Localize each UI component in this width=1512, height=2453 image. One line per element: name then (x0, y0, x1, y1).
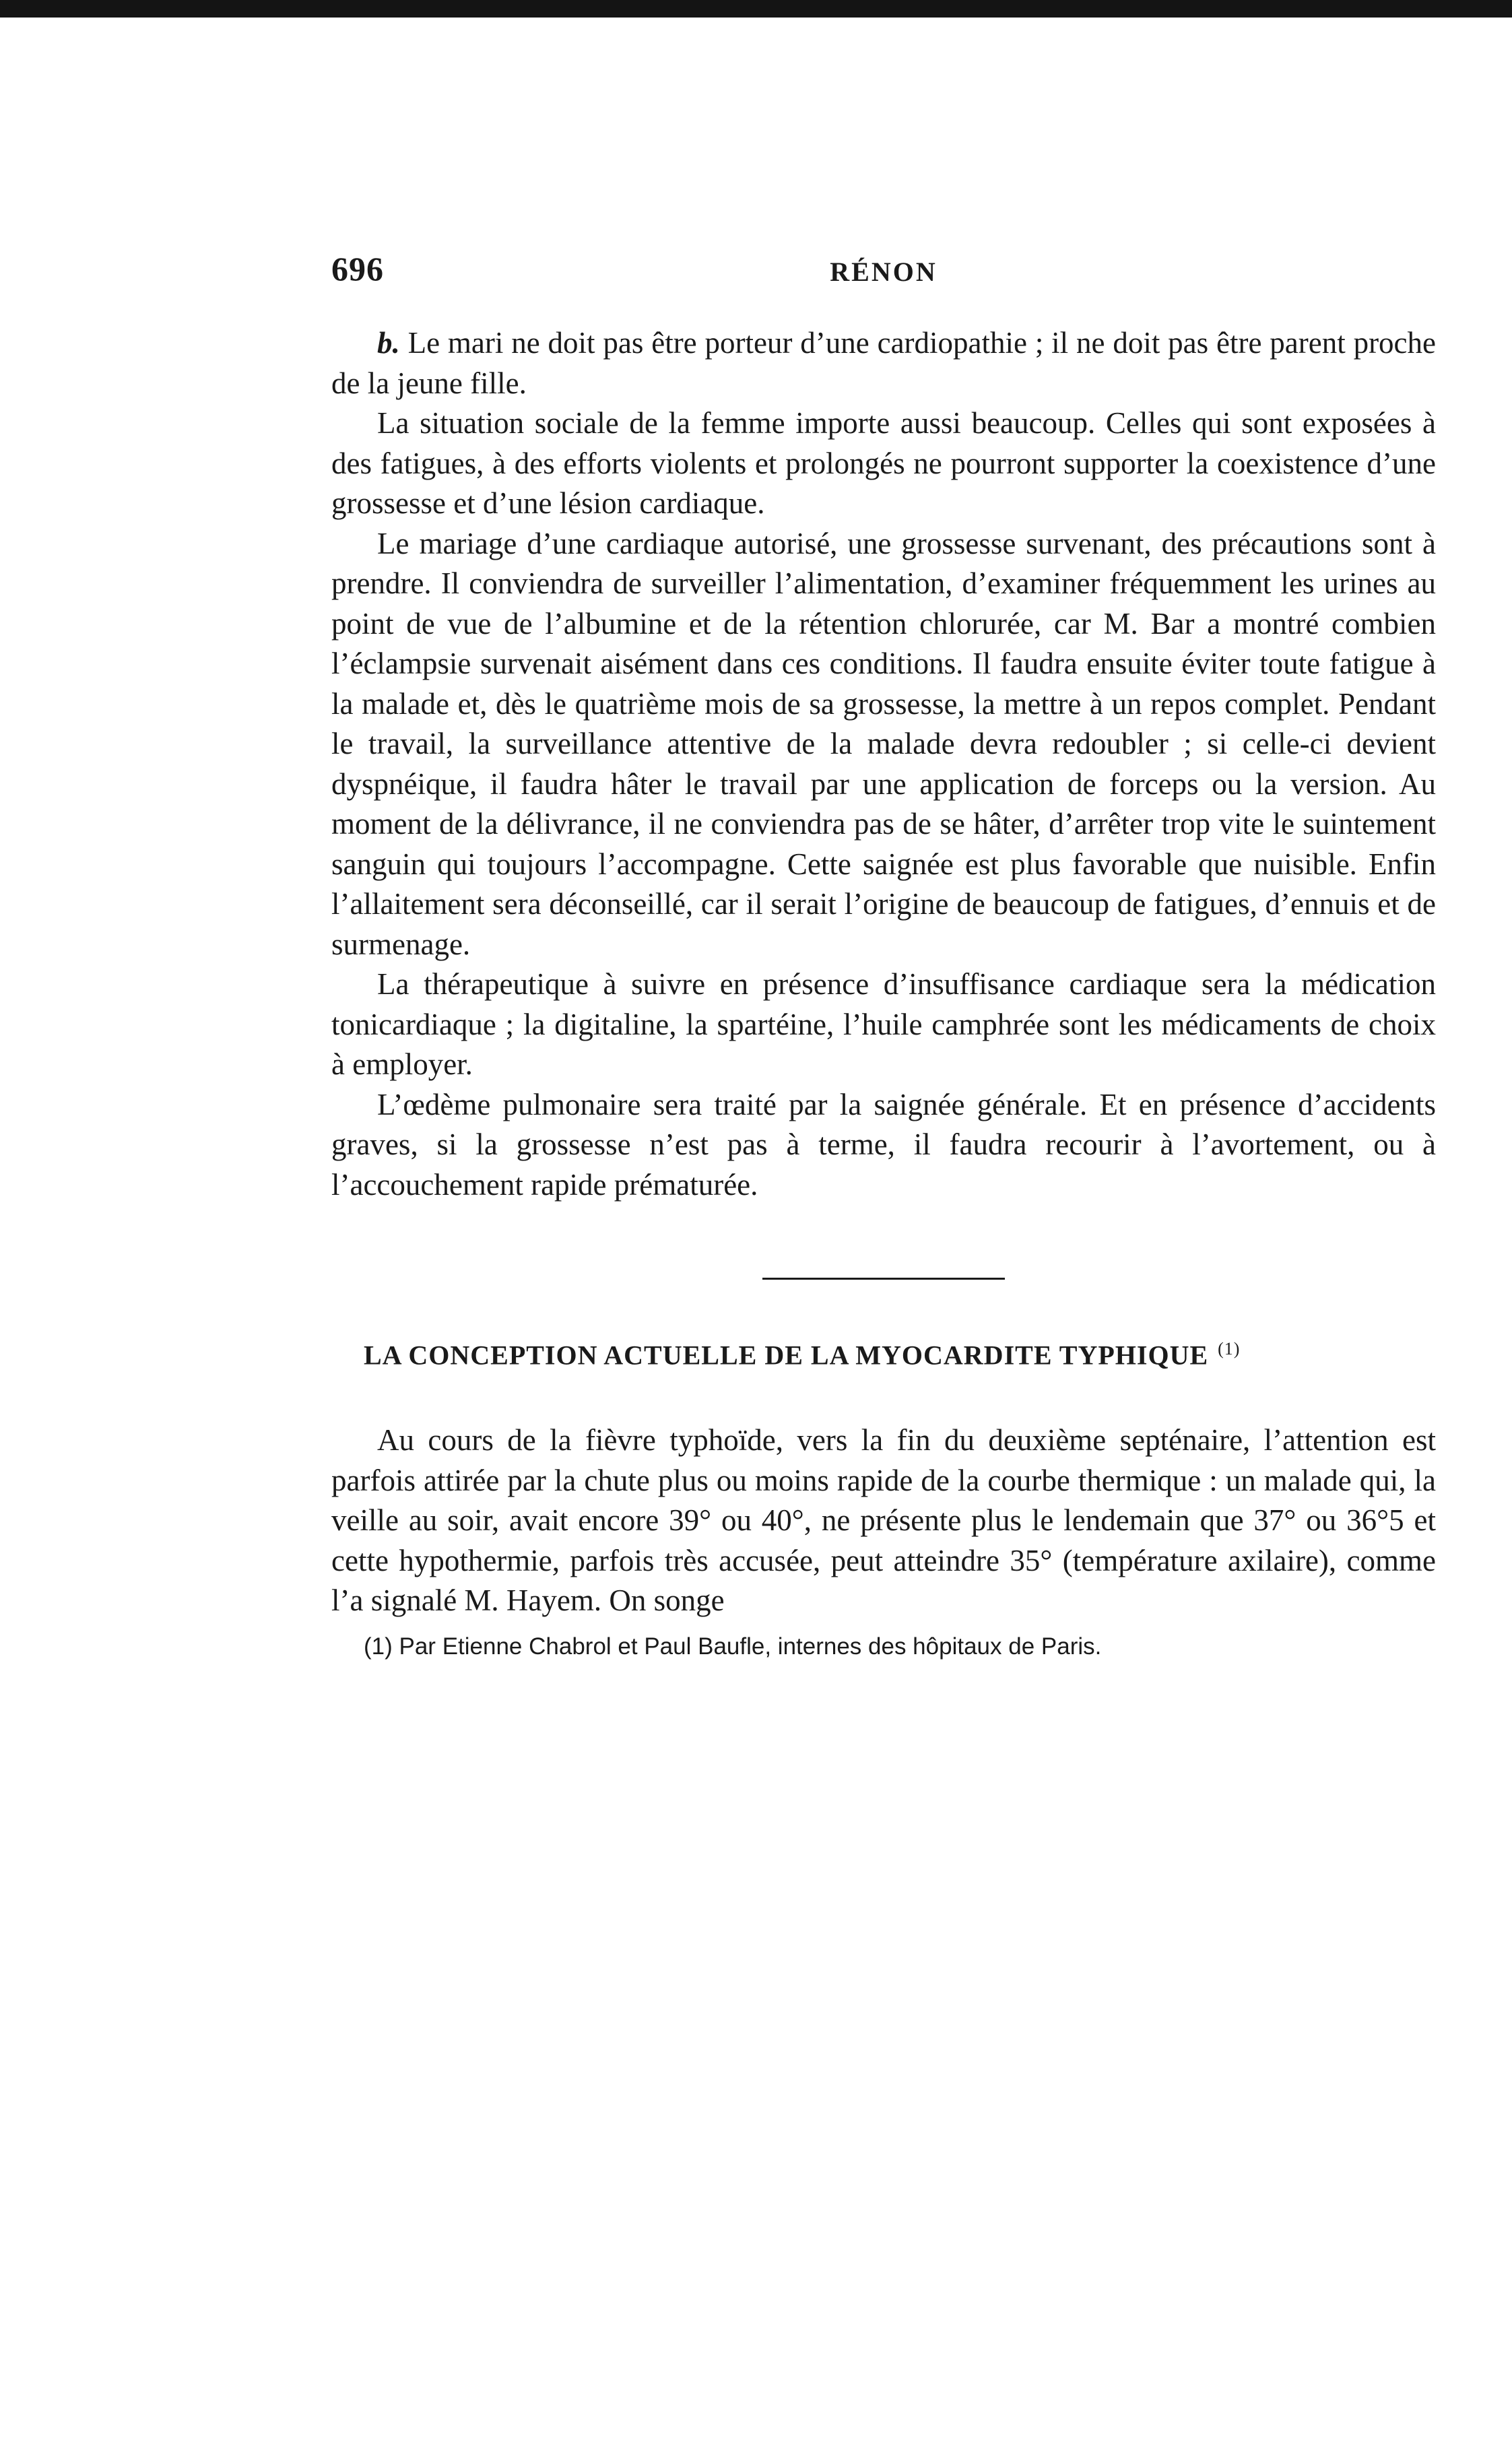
footnote-reference: (1) (1218, 1339, 1241, 1359)
running-header (331, 249, 1436, 296)
paragraph-text: Le mari ne doit pas être porteur d’une cardiopathie ; il ne doit pas être parent proche de la jeune fille. (331, 326, 1437, 400)
paragraph (331, 323, 1436, 403)
section-heading (331, 1339, 1436, 1371)
paragraph: Le mariage d’une cardiaque autorisé, une grossesse survenant, des précautions sont à prendre. Il conviendra de surveiller l’alimentation, d’examiner fréquemment les urines au point de vue de l’albumine et de la rétention chlorurée, car M. Bar a montré combien l’éclampsie survenait aisément dans ces conditions. Il faudra ensuite éviter toute fatigue à la malade et, dès le quatrième mois de sa grossesse, la mettre à un repos complet. Pendant le travail, la surveillance attentive de la malade devra redoubler ; si celle-ci devient dyspnéique, il faudra hâter le travail par une application de forceps ou la version. Au moment de la délivrance, il ne conviendra pas de se hâter, d’arrêter trop vite le suintement sanguin qui toujours l’accompagne. Cette saignée est plus favorable que nuisible. Enfin l’allaitement sera déconseillé, car il serait l’origine de beaucoup de fatigues, d’ennuis et de surmenage. (331, 526, 1436, 961)
paragraph: L’œdème pulmonaire sera traité par la saignée générale. Et en présence d’accidents graves, si la grossesse n’est pas à terme, il faudra recourir à l’avortement, ou à l’accouchement rapide prématurée. (331, 1087, 1436, 1202)
running-title: RÉNON (830, 257, 938, 287)
section-heading-text: LA CONCEPTION ACTUELLE DE LA MYOCARDITE TYPHIQUE (364, 1340, 1209, 1371)
document-page (331, 249, 1436, 1663)
paragraph: Au cours de la fièvre typhoïde, vers la fin du deuxième septénaire, l’attention est parfois attirée par la chute plus ou moins rapide de la courbe thermique : un malade qui, la veille au soir, avait encore 39° ou 40°, ne présente plus le lendemain que 37° ou 36°5 et cette hypothermie, parfois très accusée, peut atteindre 35° (température axilaire), comme l’a signalé M. Hayem. On songe (331, 1423, 1436, 1618)
paragraph: La situation sociale de la femme importe aussi beaucoup. Celles qui sont exposées à des fatigues, à des efforts violents et prolongés ne pourront supporter la coexistence d’une grossesse et d’une lésion cardiaque. (331, 406, 1436, 520)
section-divider (762, 1278, 1005, 1280)
paragraph: La thérapeutique à suivre en présence d’insuffisance cardiaque sera la médication tonicardiaque ; la digitaline, la spartéine, l’huile camphrée sont les médicaments de choix à employer. (331, 967, 1436, 1081)
top-scan-border (0, 0, 1512, 18)
section-body (331, 323, 1436, 1205)
section-body (331, 1420, 1436, 1621)
page-number: 696 (331, 250, 384, 288)
list-marker: b. (377, 326, 400, 360)
footnote: (1) Par Etienne Chabrol et Paul Baufle, internes des hôpitaux de Paris. (364, 1633, 1102, 1660)
